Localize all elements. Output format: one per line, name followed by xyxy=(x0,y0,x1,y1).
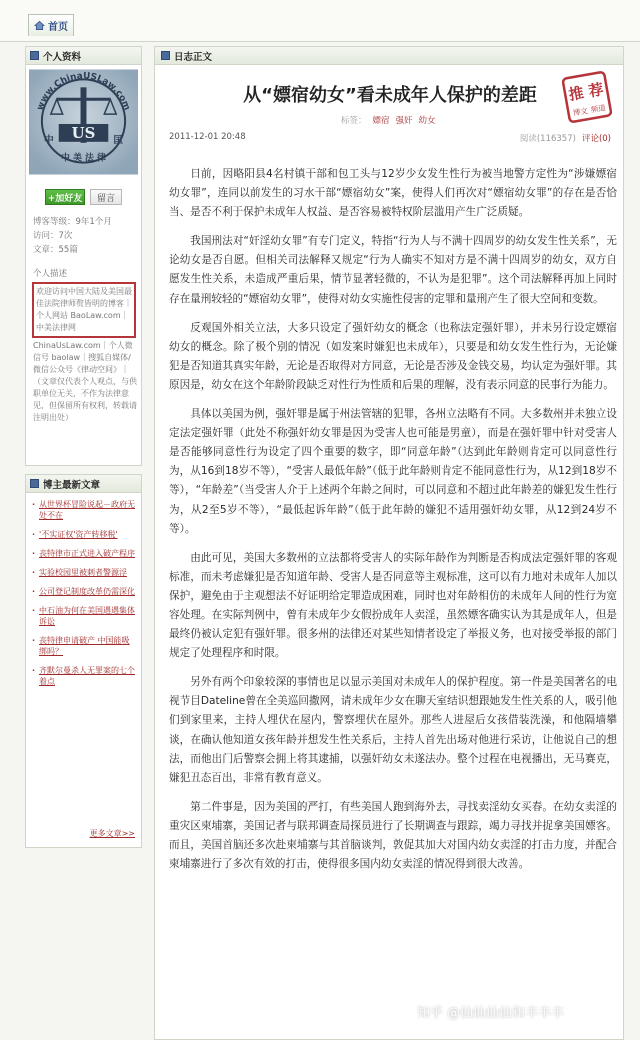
latest-article-link[interactable]: · 实验校园里被刺者警源浮 xyxy=(32,567,137,578)
add-friend-button[interactable]: +加好友 xyxy=(45,189,85,205)
profile-panel xyxy=(25,46,142,466)
latest-article-link[interactable]: · 丧特律申请破产 中国能吸绑吗？ xyxy=(32,635,137,657)
read-count: 阅读(116357) xyxy=(519,134,576,144)
article-date: 2011-12-01 20:48 xyxy=(169,132,246,142)
stamp-char-1: 推 xyxy=(567,83,586,104)
profile-desc-label: 个人描述 xyxy=(33,269,68,279)
stamp-char-2: 荐 xyxy=(587,80,605,101)
panel-icon xyxy=(30,51,39,60)
article-paragraph: 由此可见，美国大多数州的立法都将受害人的实际年龄作为判断是否构成法定强奸罪的客观标准，而未考虑嫌犯是否知道年龄、受害人是否同意等主观标准，这可以有力地对未成年人加以保护，避免由于主观想法不好证明给定罪造成困难，同时也对年龄相仿的未成年人间的性行为宽容处理。在实际判例中，曾有未成年少女假扮成年人卖淫，虽然嫖客确实认为其是成年人，但是最终仍被认定犯有强奸罪。很多州的法律还对某些知情者设定了举报义务，也对接受举报的部门规定了处理程序和时限。 xyxy=(169,551,617,660)
article-paragraph: 我国刑法对“奸淫幼女罪”有专门定义，特指“行为人与不满十四周岁的幼女发生性关系”，无论幼女是否自愿。但相关司法解释又规定“行为人确实不知对方是不满十四周岁的幼女，双方自愿发生性关系，未造成严重后果，情节显著轻微的，不认为是犯罪”。这个司法解释再加上同时存在量刑较轻的“嫖宿幼女罪”，使得对幼女实施性侵害的定罪和量刑产生了很大空间和变数。 xyxy=(169,235,617,305)
tag-link[interactable]: 强奸 xyxy=(395,116,413,126)
article-paragraph: 第二件事是，因为美国的严打，有些美国人跑到海外去，寻找卖淫幼女买春。在幼女卖淫的重灾区柬埔寨，美国记者与联邦调查局探员进行了长期调查与跟踪，竭力寻找并捉拿美国嫖客。而且，美国首脑还多次赴柬埔寨与其首脑谈判，敦促其加大对国内幼女卖淫的打击力度，并配合柬埔寨进行了多次有效的打击，使得很多国内幼女卖淫的情况得到很大改善。 xyxy=(169,800,617,871)
profile-desc-more: ChinaUsLaw.com｜个人微信号 baolaw｜搜狐自媒体/微信公众号《律动空间》｜（文章仅代表个人观点，与供职单位无关，不作为法律意见，但保留所有权利，转载请注明出处） xyxy=(33,341,137,422)
article-paragraph: 具体以美国为例，强奸罪是属于州法管辖的犯罪，各州立法略有不同。大多数州并未独立设定法定强奸罪（此处不称强奸幼女罪是因为受害人也可能是男童），而是在强奸罪中针对受害人是否能够同意性行为设定了四个重要的数字，即“同意年龄”（达到此年龄则肯定可以同意性行为，从16到18岁不等），“受害人最低年龄”（低于此年龄则肯定不能同意性行为，从12到18岁不等），“年龄差”（当受害人介于上述两个年龄之间时，可以同意和不超过此年龄差的嫌犯发生性行为，从2至5岁不等），“最低起诉年龄”（低于此年龄的嫌犯不适用强奸幼女罪，从12到24岁不等）。 xyxy=(169,408,617,535)
top-nav xyxy=(0,0,640,42)
profile-panel-title: 个人资料 xyxy=(43,51,82,63)
recommend-stamp xyxy=(562,71,612,123)
tag-link[interactable]: 幼女 xyxy=(418,116,436,126)
main-content xyxy=(154,46,624,1040)
latest-article-link[interactable]: · 从世界杯冒险说起－政府无处不在 xyxy=(32,499,137,521)
main-panel-header xyxy=(155,47,623,65)
article-paragraph: 另外有两个印象较深的事情也足以显示美国对未成年人的保护程度。第一件是美国著名的电视节目Dateline曾在全美巡回撒网，请未成年少女在聊天室结识想跟她发生性关系的人，吸引他们到家里来，主持人埋伏在屋内，警察埋伏在屋外。那些人进屋后女孩借装洗澡，和他隔墙攀谈，在确认他知道女孩年龄并想发生性关系后，主持人首先出场对他进行采访，让他说自己的想法，而他出门后警察会拥上将其逮捕，以强奸幼女未遂法办。整个过程在电视播出，无马赛克，嫌犯丑态百出，非常有教育意义。 xyxy=(169,676,617,784)
latest-article-link[interactable]: · 齐默尔曼杀人无罪案的七个着点 xyxy=(32,665,137,687)
logo-monogram: US xyxy=(71,123,96,142)
tags-label: 标签： xyxy=(341,116,367,126)
article-meta xyxy=(520,132,611,144)
profile-desc-highlight: 欢迎访问中国大陆及美国最佳法院律师赘皆明的博客｜个人网站 BaoLaw.com｜中美法律网 xyxy=(32,282,136,338)
tab-home[interactable] xyxy=(28,14,74,36)
latest-articles-panel xyxy=(25,474,142,848)
stamp-sub-2: 频道 xyxy=(590,102,607,115)
latest-article-link[interactable]: · 丧特律市正式进入破产程序 xyxy=(32,548,137,559)
leave-message-button[interactable]: 留言 xyxy=(90,189,122,205)
article-title: 从“嫖宿幼女”看未成年人保护的差距 xyxy=(243,85,537,106)
watermark: 知乎 @仙仙仙仙和丰丰丰 xyxy=(417,1006,565,1021)
article-paragraph: 反观国外相关立法，大多只设定了强奸幼女的概念（也称法定强奸罪），并未另行设定嫖宿幼女的概念。除了极个别的情况（如发案时嫌犯也未成年），只要是和幼女发生性行为，无论嫌犯是否知道其真实年龄，无论是否取得对方同意，无论是否涉及金钱交易，均认定为强奸罪。其原因是，幼女在这个年龄阶段缺乏对性行为性质和后果的理解，没有表示同意的民事行为能力。 xyxy=(169,321,617,391)
more-articles-link[interactable]: 更多文章>> xyxy=(89,829,135,838)
panel-icon xyxy=(161,51,170,60)
latest-article-link[interactable]: · 公司登记制度改革仍需深化 xyxy=(32,586,137,597)
profile-panel-header xyxy=(26,47,141,65)
blog-logo xyxy=(29,69,138,175)
latest-articles-list xyxy=(26,493,141,687)
article-body xyxy=(169,165,617,884)
latest-panel-title: 博主最新文章 xyxy=(43,479,101,491)
panel-icon xyxy=(30,479,39,488)
stat-articles: 文章：55篇 xyxy=(33,245,78,255)
latest-panel-header xyxy=(26,475,141,493)
sidebar xyxy=(25,46,142,1040)
comment-link[interactable]: 评论(0) xyxy=(581,134,611,144)
latest-article-link[interactable]: · '不实证权'资产转移税' xyxy=(32,529,137,540)
article-paragraph: 日前，因略阳县4名村镇干部和包工头与12岁少女发生性行为被当地警方定性为“涉嫌嫖宿幼女罪”，连同以前发生的习水干部“嫖宿幼女”案，使得人们再次对“嫖宿幼女罪”的存在是否恰当、是否不利于保护未成年人权益、是否容易被特权阶层滥用产生广泛质疑。 xyxy=(169,168,617,219)
logo-side-left: 中 xyxy=(43,134,54,146)
tag-link[interactable]: 嫖宿 xyxy=(372,116,390,126)
home-icon xyxy=(34,20,45,31)
stamp-sub-1: 博文 xyxy=(572,106,589,118)
stat-blog-age: 博客等级：9年1个月 xyxy=(33,217,112,227)
profile-actions xyxy=(26,189,141,205)
stat-visits: 访问：7次 xyxy=(33,231,73,241)
home-tab-label: 首页 xyxy=(48,22,68,33)
article-tags xyxy=(341,114,436,126)
logo-site-text: www.ChinaUSLaw.com xyxy=(35,71,132,112)
profile-stats xyxy=(33,215,141,257)
main-panel-title: 日志正文 xyxy=(174,51,213,63)
logo-side-right: 匡 xyxy=(113,134,124,146)
logo-bottom-text: 中 美 法 律 xyxy=(61,153,106,164)
latest-article-link[interactable]: · 中石油为何在美国遇遇集体诉讼 xyxy=(32,605,137,627)
